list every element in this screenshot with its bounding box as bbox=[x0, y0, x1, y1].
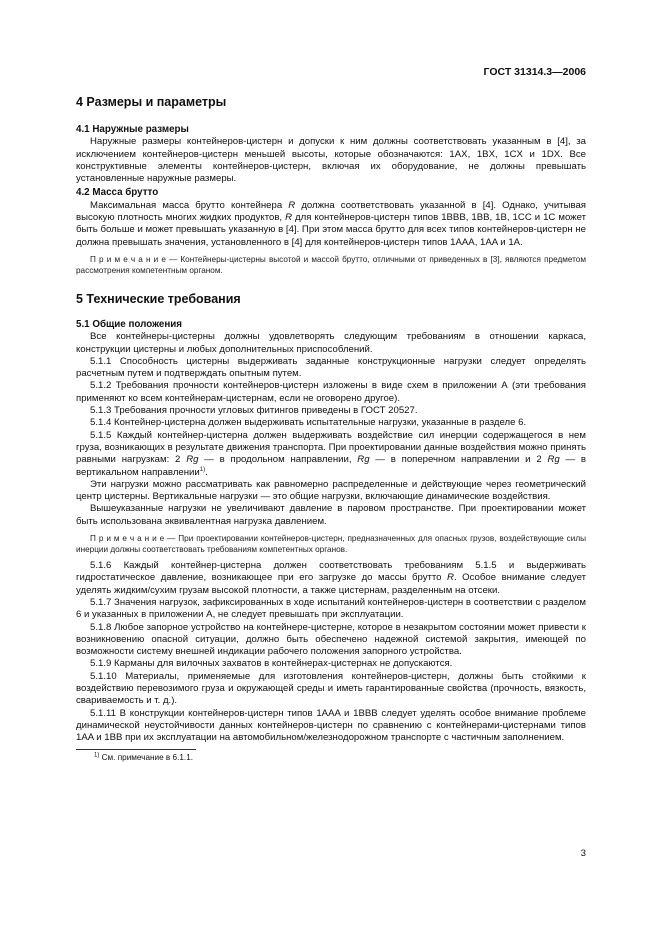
section-5-1-note: П р и м е ч а н и е — При проектировании контейнеров-цистерн, предназначенных для опасных грузов, воздействующие силы инерции должны соответствовать требованиям компетентных органов. bbox=[76, 534, 586, 555]
clause-5-1-9: 5.1.9 Карманы для вилочных захватов в контейнерах-цистернах не допускаются. bbox=[90, 658, 453, 670]
clause-5-1-3: 5.1.3 Требования прочности угловых фитингов приведены в ГОСТ 20527. bbox=[90, 405, 418, 417]
clause-5-1-7: 5.1.7 Значения нагрузок, зафиксированных в ходе испытаний контейнеров-цистерн в соответствии с разделом 6 и указанных в приложении А, не следует превышать при эксплуатации. bbox=[76, 596, 586, 621]
clause-5-1-5-cont1: Эти нагрузки можно рассматривать как равномерно распределенные и действующие через геометрический центр цистерны. Вертикальные нагрузки — это общие нагрузки, включающие динамические воздействия. bbox=[76, 478, 586, 503]
clause-5-1-5-cont2: Вышеуказанные нагрузки не увеличивают давление в паровом пространстве. При проектировании может быть использована эквивалентная нагрузка давлением. bbox=[76, 503, 586, 527]
clause-5-1-2: 5.1.2 Требования прочности контейнеров-цистерн изложены в виде схем в приложении А (эти требования применяют ко всем контейнерам-цистернам, если не оговорено другое). bbox=[76, 380, 586, 404]
clause-5-1-8: 5.1.8 Любое запорное устройство на контейнере-цистерне, которое в незакрытом состоянии может привести к возникновению опасной ситуации, должно быть обеспечено надежной системой закрытия, имеющей по возможности систему внешней индикации рабочего положения запорного устройства. bbox=[76, 621, 586, 658]
footnote-ref: 1) bbox=[199, 466, 206, 473]
footnote: $^{1)}$ См. примечание в 6.1.1. bbox=[94, 752, 194, 763]
section-5-title: 5 Технические требования bbox=[76, 291, 241, 306]
page-number: 3 bbox=[580, 848, 586, 859]
clause-5-1-1: 5.1.1 Способность цистерны выдерживать заданные конструкционные нагрузки следует определять расчетным путем и подтверждать опытным путем. bbox=[76, 355, 586, 380]
footnote-divider bbox=[76, 749, 196, 750]
clause-5-1-6: 5.1.6 Каждый контейнер-цистерна должен соответствовать требованиям 5.1.5 и выдерживать гидростатическое давление, возникающее при его загрузке до массы брутто R. Особое внимание следует уделять жидким/сухим грузам высокой плотности, а также цистернам, разделенным на отсеки. bbox=[76, 560, 586, 596]
section-4-1-title: 4.1 Наружные размеры bbox=[76, 124, 189, 135]
section-4-2-text: Максимальная масса брутто контейнера R должна соответствовать указанной в [4]. Однако, учитывая высокую плотность многих жидких продуктов, R для контейнеров-цистерн типов 1BBB, 1BB, 1B, 1CC и 1C может быть больше и может превышать указанную в [4]. При этом масса брутто для всех типов контейнеров-цистерн не должна превышать значения, установленного в [4] для контейнеров-цистерн типов 1AAA, 1AA и 1A. bbox=[76, 199, 587, 248]
section-4-1-text: Наружные размеры контейнеров-цистерн и допуски к ним должны соответствовать указанным в [4], за исключением контейнеров-цистерн меньшей высоты, которые обозначаются: 1AX, 1BX, 1CX и 1DX. Все конструктивные элементы контейнеров-цистерн, включая их оборудование, не должны превышать установленные наружные размеры. bbox=[76, 136, 586, 185]
clause-5-1-11: 5.1.11 В конструкции контейнеров-цистерн типов 1AAA и 1BBB следует уделять особое внимание проблеме динамической неустойчивости данных контейнеров-цистерн по сравнению с контейнерами-цистернами типов 1AA и 1BB при их эксплуатации на автомобильном/железнодорожном транспорте с частичным заполнением. bbox=[76, 707, 586, 744]
clause-5-1-10: 5.1.10 Материалы, применяемые для изготовления контейнеров-цистерн, должны быть стойкими к воздействию перевозимого груза и окружающей среды и иметь гарантированные свойства (прочность, вязкость, свариваемость и т. д.). bbox=[76, 670, 586, 707]
section-4-title: 4 Размеры и параметры bbox=[76, 95, 227, 109]
clause-5-1-4: 5.1.4 Контейнер-цистерна должен выдерживать испытательные нагрузки, указанные в разделе 6. bbox=[90, 417, 527, 429]
clause-5-1-5: 5.1.5 Каждый контейнер-цистерна должен выдерживать воздействие сил инерции содержащегося в нем груза, возникающих в результате движения транспорта. При проектировании данные воздействия можно принять равными нагрузкам: 2 Rg — в продольном направлении, Rg — в поперечном направлении и 2 Rg — в вертикальном направлении$^{1)}$. bbox=[76, 429, 586, 478]
section-5-1-title: 5.1 Общие положения bbox=[76, 318, 183, 330]
section-5-1-intro: Все контейнеры-цистерны должны удовлетворять следующим требованиям в отношении каркаса, конструкции цистерны и любых дополнительных приспособлений. bbox=[76, 331, 586, 355]
document-header: ГОСТ 31314.3—2006 bbox=[483, 66, 586, 78]
section-4-2-title: 4.2 Масса брутто bbox=[76, 187, 159, 199]
section-4-2-note: П р и м е ч а н и е — Контейнеры-цистерны высотой и массой брутто, отличными от приведенных в [3], являются предметом рассмотрения компетентным органом. bbox=[76, 254, 586, 275]
document-body bbox=[76, 92, 586, 763]
